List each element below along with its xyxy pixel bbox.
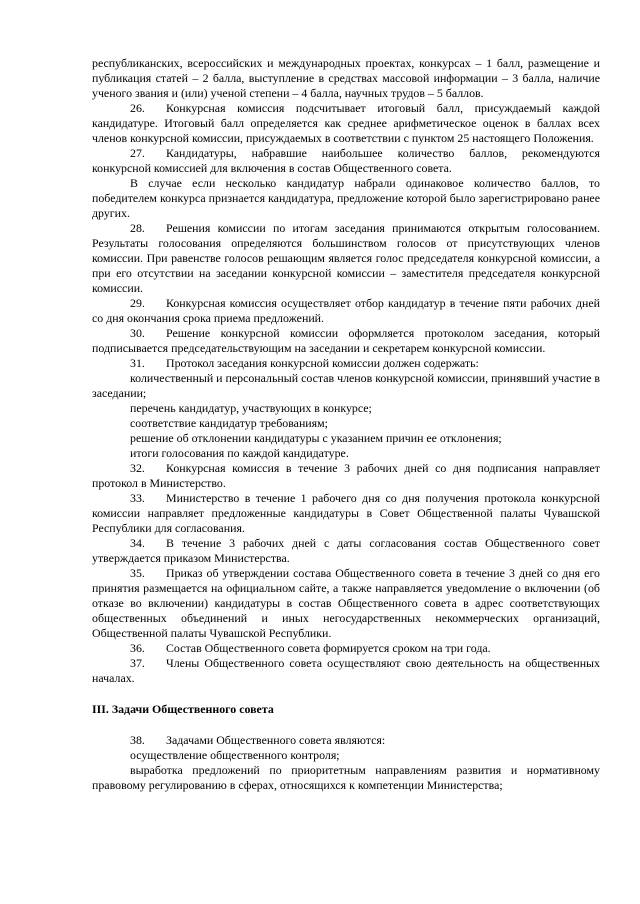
paragraph-text: выработка предложений по приоритетным направлениям развития и нормативному правовому регулированию в сферах, относящихся к компетенции Министерства; [92, 763, 600, 792]
clause-number: 28. [130, 221, 145, 235]
paragraph-text: Решения комиссии по итогам заседания принимаются открытым голосованием. Результаты голосования определяются большинством голосов от присутствующих членов комиссии. При равенстве голосов решающим является голос председателя конкурсной комиссии, а при его отсутствии на заседании конкурсной комиссии – заместителя председателя конкурсной комиссии. [92, 221, 600, 295]
clause-number: 38. [130, 733, 145, 747]
paragraph-text: соответствие кандидатур требованиям; [130, 416, 328, 430]
paragraph-text: В случае если несколько кандидатур набрали одинаковое количество баллов, то победителем конкурса признается кандидатура, предложение которой было зарегистрировано ранее других. [92, 176, 600, 220]
document-body [92, 56, 600, 793]
paragraph-text: Кандидатуры, набравшие наибольшее количество баллов, рекомендуются конкурсной комиссией для включения в состав Общественного совета. [92, 146, 600, 175]
paragraph-text: республиканских, всероссийских и международных проектах, конкурсах – 1 балл, размещение и публикация статей – 2 балла, выступление в средствах массовой информации – 3 балла, наличие ученого звания и (или) ученой степени – 4 балла, научных трудов – 5 баллов. [92, 56, 600, 100]
clause-number: 30. [130, 326, 145, 340]
paragraph [92, 416, 600, 431]
paragraph-text: Конкурсная комиссия в течение 3 рабочих дней со дня подписания направляет протокол в Министерство. [92, 461, 600, 490]
paragraph-text: количественный и персональный состав членов конкурсной комиссии, принявший участие в заседании; [92, 371, 600, 400]
clause-number: 26. [130, 101, 145, 115]
paragraph [92, 641, 600, 656]
paragraph [92, 763, 600, 793]
clause-number: 37. [130, 656, 145, 670]
paragraph [92, 296, 600, 326]
paragraph-text: Министерство в течение 1 рабочего дня со дня получения протокола конкурсной комиссии направляет предложенные кандидатуры в Совет Общественной палаты Чувашской Республики для согласования. [92, 491, 600, 535]
paragraph [92, 146, 600, 176]
paragraph [92, 221, 600, 296]
paragraph-text: итоги голосования по каждой кандидатуре. [130, 446, 349, 460]
paragraph-text: Члены Общественного совета осуществляют свою деятельность на общественных началах. [92, 656, 600, 685]
paragraph [92, 101, 600, 146]
paragraph [92, 491, 600, 536]
clause-number: 32. [130, 461, 145, 475]
clause-number: 29. [130, 296, 145, 310]
section-heading [92, 702, 600, 717]
clause-number: 34. [130, 536, 145, 550]
paragraph [92, 656, 600, 686]
paragraph-text: решение об отклонении кандидатуры с указанием причин ее отклонения; [130, 431, 502, 445]
clause-number: 31. [130, 356, 145, 370]
paragraph-text: Конкурсная комиссия осуществляет отбор кандидатур в течение пяти рабочих дней со дня окончания срока приема предложений. [92, 296, 600, 325]
paragraph [92, 401, 600, 416]
clause-number: 33. [130, 491, 145, 505]
paragraph-text: Протокол заседания конкурсной комиссии должен содержать: [166, 356, 479, 370]
paragraph [92, 461, 600, 491]
paragraph [92, 371, 600, 401]
clause-number: 27. [130, 146, 145, 160]
section-heading-text: III. Задачи Общественного совета [92, 702, 274, 716]
paragraph [92, 356, 600, 371]
paragraph-text: Приказ об утверждении состава Общественного совета в течение 3 дней со дня его принятия размещается на официальном сайте, а также направляется уведомление о включении (об отказе во включении) кандидатуры в состав Общественного совета в адрес соответствующих общественных объединений и иных негосударственных некоммерческих организаций, Общественной палаты Чувашской Республики. [92, 566, 600, 640]
paragraph [92, 566, 600, 641]
clause-number: 36. [130, 641, 145, 655]
paragraph-text: осуществление общественного контроля; [130, 748, 340, 762]
clause-number: 35. [130, 566, 145, 580]
paragraph-text: Конкурсная комиссия подсчитывает итоговый балл, присуждаемый каждой кандидатуре. Итоговый балл определяется как среднее арифметическое оценок в баллах всех членов конкурсной комиссии, присуждаемых в соответствии с пунктом 25 настоящего Положения. [92, 101, 600, 145]
paragraph [92, 176, 600, 221]
paragraph-text: Состав Общественного совета формируется сроком на три года. [166, 641, 491, 655]
paragraph-text: Решение конкурсной комиссии оформляется протоколом заседания, который подписывается председательствующим на заседании и секретарем конкурсной комиссии. [92, 326, 600, 355]
paragraph-text: перечень кандидатур, участвующих в конкурсе; [130, 401, 372, 415]
paragraph-text: Задачами Общественного совета являются: [166, 733, 386, 747]
paragraph [92, 431, 600, 446]
paragraph [92, 733, 600, 748]
paragraph [92, 536, 600, 566]
paragraph [92, 56, 600, 101]
paragraph [92, 748, 600, 763]
paragraph-text: В течение 3 рабочих дней с даты согласования состав Общественного совет утверждается приказом Министерства. [92, 536, 600, 565]
paragraph [92, 446, 600, 461]
paragraph [92, 326, 600, 356]
